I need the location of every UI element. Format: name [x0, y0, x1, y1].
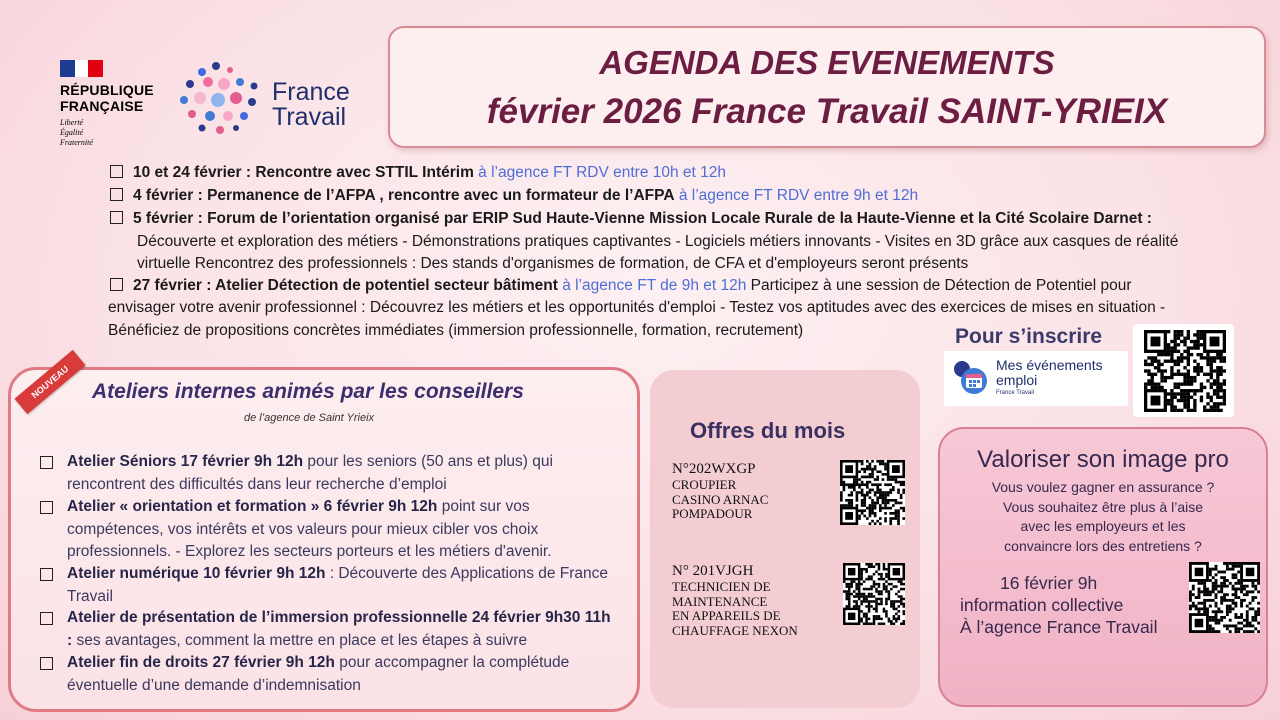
calendar-icon [950, 357, 992, 399]
republique-flag-logo [60, 60, 103, 77]
event-item-sttil: 10 et 24 février : Rencontre avec STTIL Intérim à l’agence FT RDV entre 10h et 12h [110, 162, 726, 184]
page-subtitle: février 2026 France Travail SAINT-YRIEIX [486, 92, 1168, 131]
event-item-forum: 5 février : Forum de l’orientation organisé par ERIP Sud Haute-Vienne Mission Locale Rurale de la Haute-Vienne et la Cité Scolaire Darnet : [110, 208, 1152, 230]
atelier-item-seniors: Atelier Séniors 17 février 9h 12h pour les seniors (50 ans et plus) qui rencontrent des difficultés dans leur recherche d’emploi [40, 451, 620, 496]
checkbox-icon [110, 211, 123, 224]
atelier-item-fin-droits: Atelier fin de droits 27 février 9h 12h pour accompagner la complétude éventuelle d’une demande d’indemnisation [40, 652, 620, 697]
atelier-item-immersion: Atelier de présentation de l’immersion professionnelle 24 février 9h30 11h : ses avantages, comment la mettre en place et les étapes à suivre [40, 607, 620, 652]
nouveau-ribbon: NOUVEAU [14, 350, 85, 414]
checkbox-icon [40, 501, 53, 514]
atelier-item-numerique: Atelier numérique 10 février 9h 12h : Découverte des Applications de France Travail [40, 563, 620, 608]
event-detection-line3: Bénéficiez de propositions concrètes immédiates (immersion professionnelle, formation, recrutement) [108, 322, 804, 339]
offres-title: Offres du mois [690, 418, 846, 443]
checkbox-icon [110, 165, 123, 178]
agenda-title-box [388, 26, 1266, 148]
event-item-afpa: 4 février : Permanence de l’AFPA , rencontre avec un formateur de l’AFPA à l’agence FT RDV entre 9h et 12h [110, 185, 918, 207]
inscription-qr-code-icon[interactable] [1144, 330, 1226, 412]
checkbox-icon [110, 278, 123, 291]
ateliers-subtitle: de l’agence de Saint Yrieix [244, 412, 375, 424]
checkbox-icon [40, 657, 53, 670]
checkbox-icon [110, 188, 123, 201]
valoriser-qr-code-icon[interactable] [1189, 562, 1260, 633]
france-travail-logo-icon [178, 60, 264, 135]
france-travail-logo-text: France Travail [272, 78, 350, 131]
event-forum-line2: Découverte et exploration des métiers - Démonstrations pratiques captivantes - Logiciels métiers innovants - Visites en 3D grâce aux casques de réalité [137, 233, 1179, 250]
mes-evenements-sublabel: France Travail [996, 390, 1035, 396]
offre-2-qr-code-icon[interactable] [843, 563, 905, 625]
republique-francaise-logo-text: RÉPUBLIQUE FRANÇAISE [60, 82, 154, 114]
event-forum-line3: virtuelle Rencontrez des professionnels : Des stands d'organismes de formation, de CFA et d'employeurs seront présents [137, 255, 969, 272]
page-title: AGENDA DES EVENEMENTS [599, 44, 1055, 81]
event-detection-line2: envisager votre avenir professionnel : Découvrez les métiers et les opportunités d'emploi - Testez vos aptitudes avec des exercices de mises en situation - [108, 299, 1166, 316]
valoriser-questions: Vous voulez gagner en assurance ? Vous souhaitez être plus à l’aise avec les employeurs et les convaincre lors des entretiens ? [991, 479, 1215, 554]
checkbox-icon [40, 612, 53, 625]
ateliers-title: Ateliers internes animés par les conseillers [92, 380, 524, 403]
checkbox-icon [40, 568, 53, 581]
atelier-item-orientation: Atelier « orientation et formation » 6 février 9h 12h point sur vos compétences, vos intérêts et vos valeurs pour mieux cibler vos choix professionnels. - Explorez les secteurs porteurs et les métiers d'avenir. [40, 496, 620, 564]
republique-motto: Liberté Égalité Fraternité [60, 118, 93, 147]
inscription-title: Pour s’inscrire [955, 325, 1103, 348]
checkbox-icon [40, 456, 53, 469]
offre-2: N° 201VJGH TECHNICIEN DE MAINTENANCE EN APPAREILS DE CHAUFFAGE NEXON [672, 563, 798, 638]
valoriser-info: 16 février 9h information collective À l’agence France Travail [960, 573, 1158, 637]
offre-1: N°202WXGP CROUPIER CASINO ARNAC POMPADOUR [672, 461, 769, 521]
mes-evenements-label: Mes événements emploi [996, 357, 1103, 388]
event-item-detection: 27 février : Atelier Détection de potentiel secteur bâtiment à l’agence FT de 9h et 12h Participez à une session de Détection de Potentiel pour [110, 275, 1132, 297]
offre-1-qr-code-icon[interactable] [840, 460, 905, 525]
valoriser-title: Valoriser son image pro [977, 446, 1229, 473]
